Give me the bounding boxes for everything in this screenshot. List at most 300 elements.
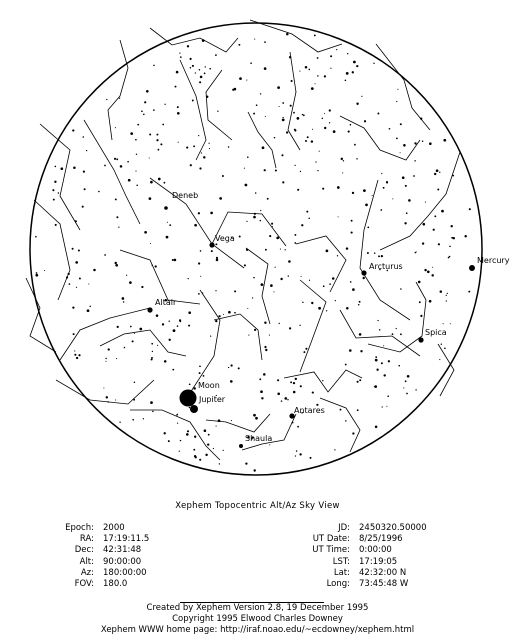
- background-star: [205, 66, 206, 67]
- background-star: [396, 328, 397, 329]
- background-star: [281, 154, 283, 156]
- background-star: [424, 269, 426, 271]
- background-star: [264, 67, 267, 70]
- background-star: [350, 281, 352, 283]
- background-star: [434, 173, 436, 175]
- altair-label: Altair: [155, 298, 177, 307]
- background-star: [162, 323, 164, 325]
- background-star: [73, 333, 75, 335]
- background-star: [195, 72, 196, 73]
- background-star: [348, 131, 350, 133]
- background-star: [52, 189, 54, 191]
- background-star: [54, 166, 56, 168]
- background-star: [305, 140, 307, 142]
- background-star: [289, 327, 291, 329]
- background-star: [341, 158, 343, 160]
- background-star: [306, 211, 308, 213]
- background-star: [436, 169, 439, 172]
- background-star: [144, 101, 146, 103]
- background-star: [158, 178, 161, 181]
- fov-value: 180.0: [103, 579, 128, 590]
- background-star: [451, 225, 453, 227]
- background-star: [376, 369, 378, 371]
- background-star: [127, 161, 129, 163]
- background-star: [295, 378, 297, 380]
- background-star: [130, 326, 132, 328]
- background-star: [116, 158, 118, 160]
- background-star: [324, 113, 325, 114]
- jd-value: 2450320.50000: [359, 523, 427, 533]
- background-star: [440, 290, 443, 293]
- background-star: [317, 170, 318, 171]
- background-star: [156, 139, 158, 141]
- background-star: [434, 215, 436, 217]
- background-star: [280, 249, 281, 250]
- fov-label: FOV:: [74, 579, 94, 590]
- background-star: [295, 455, 296, 456]
- spica-label: Spica: [425, 328, 447, 337]
- background-star: [199, 81, 201, 83]
- ut-date-value: 8/25/1996: [359, 534, 403, 545]
- background-star: [204, 429, 207, 432]
- background-star: [83, 136, 85, 138]
- background-star: [351, 220, 353, 222]
- background-star: [156, 314, 159, 317]
- background-star: [422, 141, 423, 142]
- background-star: [44, 270, 45, 271]
- background-star: [352, 288, 355, 291]
- altair-marker[interactable]: [147, 307, 152, 312]
- background-star: [172, 369, 174, 371]
- background-star: [322, 188, 324, 190]
- background-star: [202, 292, 203, 293]
- background-star: [189, 407, 190, 408]
- background-star: [188, 325, 190, 327]
- background-star: [143, 114, 145, 116]
- background-star: [269, 335, 270, 336]
- background-star: [261, 397, 263, 399]
- background-star: [293, 382, 295, 384]
- background-star: [58, 192, 60, 194]
- background-star: [108, 348, 110, 350]
- background-star: [406, 393, 408, 395]
- background-star: [256, 104, 258, 106]
- background-star: [297, 189, 299, 191]
- background-star: [238, 367, 240, 369]
- background-star: [363, 277, 365, 279]
- background-star: [207, 443, 209, 445]
- background-star: [73, 167, 76, 170]
- background-star: [178, 142, 179, 143]
- background-star: [188, 311, 191, 314]
- background-star: [386, 182, 388, 184]
- background-star: [105, 358, 106, 359]
- background-star: [167, 222, 168, 223]
- background-star: [55, 224, 57, 226]
- jupiter-marker[interactable]: [190, 405, 198, 413]
- background-star: [343, 160, 344, 161]
- background-star: [104, 165, 106, 167]
- background-star: [198, 293, 200, 295]
- background-star: [132, 340, 134, 342]
- background-star: [193, 145, 195, 147]
- deneb-marker[interactable]: [164, 206, 168, 210]
- background-star: [386, 406, 387, 407]
- background-star: [449, 246, 451, 248]
- ut-time-label: UT Time:: [312, 545, 350, 556]
- background-star: [260, 390, 263, 393]
- background-star: [275, 267, 276, 268]
- background-star: [157, 345, 158, 346]
- background-star: [244, 168, 245, 169]
- info-row-lat: [300, 568, 427, 579]
- alt-label: Alt:: [79, 556, 94, 567]
- background-star: [234, 312, 236, 314]
- background-star: [209, 148, 210, 149]
- info-row-fov: [44, 579, 149, 590]
- background-star: [311, 302, 313, 304]
- background-star: [76, 287, 77, 288]
- deneb-label: Deneb: [172, 191, 199, 200]
- background-star: [169, 339, 171, 341]
- background-star: [190, 58, 192, 60]
- background-star: [128, 179, 131, 182]
- background-star: [299, 453, 301, 455]
- background-star: [152, 411, 154, 413]
- background-star: [294, 234, 296, 236]
- background-star: [367, 252, 369, 254]
- background-star: [35, 274, 38, 277]
- background-star: [453, 237, 455, 239]
- background-star: [254, 39, 255, 40]
- background-star: [322, 380, 323, 381]
- background-star: [246, 221, 247, 222]
- background-star: [301, 276, 302, 277]
- background-star: [312, 129, 313, 130]
- background-star: [335, 300, 336, 301]
- shaula-label: Shaula: [245, 434, 273, 443]
- az-value: 180:00:00: [103, 567, 147, 578]
- background-star: [352, 71, 354, 73]
- background-star: [204, 73, 206, 75]
- background-star: [188, 278, 189, 279]
- background-star: [264, 321, 266, 323]
- background-star: [228, 146, 230, 148]
- background-star: [279, 323, 280, 324]
- background-star: [322, 118, 323, 119]
- background-star: [418, 281, 421, 284]
- background-star: [186, 433, 189, 436]
- background-star: [356, 102, 358, 104]
- background-star: [292, 422, 294, 424]
- background-star: [179, 450, 180, 451]
- background-star: [277, 393, 280, 396]
- background-star: [206, 96, 208, 98]
- background-star: [139, 328, 142, 331]
- background-star: [267, 198, 269, 200]
- background-star: [177, 414, 178, 415]
- background-star: [114, 262, 116, 264]
- background-star: [218, 315, 220, 317]
- background-star: [36, 272, 38, 274]
- background-star: [282, 102, 284, 104]
- background-star: [297, 117, 300, 120]
- alt-value: 90:00:00: [103, 556, 142, 567]
- background-star: [400, 123, 402, 125]
- background-star: [447, 293, 448, 294]
- background-star: [427, 270, 430, 273]
- background-star: [422, 242, 424, 244]
- background-star: [375, 426, 378, 429]
- epoch-label: Epoch:: [65, 523, 94, 533]
- background-star: [151, 357, 153, 359]
- jupiter-label: Jupiter: [199, 395, 226, 404]
- background-star: [114, 158, 116, 160]
- background-star: [35, 236, 37, 238]
- moon-marker[interactable]: [180, 390, 197, 407]
- background-star: [274, 137, 276, 139]
- background-star: [198, 135, 199, 136]
- background-star: [287, 399, 288, 400]
- background-star: [290, 105, 292, 107]
- background-star: [270, 284, 273, 287]
- background-star: [392, 198, 393, 199]
- background-star: [119, 98, 120, 99]
- shaula-marker[interactable]: [239, 444, 243, 448]
- background-star: [199, 372, 201, 374]
- background-star: [387, 395, 389, 397]
- background-star: [245, 184, 248, 187]
- background-star: [425, 202, 426, 203]
- background-star: [260, 210, 261, 211]
- background-star: [330, 68, 331, 69]
- background-star: [134, 381, 136, 383]
- background-star: [405, 185, 407, 187]
- background-star: [363, 189, 366, 192]
- background-star: [93, 269, 96, 272]
- background-star: [420, 118, 422, 120]
- background-star: [136, 185, 138, 187]
- background-star: [380, 209, 382, 211]
- background-star: [354, 144, 356, 146]
- vega-marker[interactable]: [209, 242, 214, 247]
- background-star: [333, 130, 336, 133]
- background-star: [198, 262, 200, 264]
- background-star: [314, 83, 315, 84]
- ra-value: 17:19:11.5: [103, 534, 150, 545]
- background-star: [169, 321, 170, 322]
- background-star: [397, 89, 398, 90]
- background-star: [78, 249, 80, 251]
- background-star: [203, 156, 205, 158]
- background-star: [66, 276, 68, 278]
- credits: [0, 603, 515, 636]
- background-star: [53, 199, 55, 201]
- background-star: [345, 420, 347, 422]
- background-star: [115, 198, 117, 200]
- background-star: [129, 281, 132, 284]
- background-star: [373, 63, 374, 64]
- background-star: [217, 111, 218, 112]
- background-star: [329, 122, 330, 123]
- background-star: [72, 306, 74, 308]
- background-star: [446, 300, 447, 301]
- background-star: [192, 65, 194, 67]
- background-star: [116, 358, 117, 359]
- background-star: [78, 354, 80, 356]
- background-star: [202, 39, 205, 42]
- background-star: [230, 380, 233, 383]
- background-star: [346, 247, 348, 249]
- background-star: [106, 396, 108, 398]
- background-star: [396, 101, 397, 102]
- background-star: [374, 252, 376, 254]
- background-star: [141, 110, 143, 112]
- background-star: [230, 364, 232, 366]
- background-star: [324, 127, 326, 129]
- background-star: [334, 449, 335, 450]
- background-star: [326, 250, 329, 253]
- background-star: [86, 150, 87, 151]
- long-label: Long:: [326, 579, 350, 590]
- background-star: [288, 275, 289, 276]
- background-star: [68, 273, 70, 275]
- background-star: [141, 286, 143, 288]
- background-star: [210, 335, 211, 336]
- background-star: [132, 419, 134, 421]
- background-star: [255, 417, 258, 420]
- background-star: [248, 335, 249, 336]
- background-star: [318, 307, 321, 310]
- background-star: [280, 278, 282, 280]
- background-star: [469, 208, 471, 210]
- background-star: [79, 278, 81, 280]
- background-star: [338, 216, 339, 217]
- background-star: [264, 346, 266, 348]
- background-star: [193, 387, 195, 389]
- background-star: [254, 469, 256, 471]
- background-star: [284, 397, 287, 400]
- background-star: [291, 80, 293, 82]
- background-star: [82, 206, 84, 208]
- background-star: [308, 69, 310, 71]
- background-star: [288, 260, 291, 263]
- background-star: [98, 191, 100, 193]
- lat-value: 42:32:00 N: [359, 567, 407, 578]
- background-star: [186, 147, 188, 149]
- background-star: [381, 362, 383, 364]
- background-star: [253, 414, 256, 417]
- background-star: [244, 264, 246, 266]
- arcturus-marker[interactable]: [361, 270, 366, 275]
- background-star: [156, 134, 158, 136]
- background-star: [353, 61, 356, 64]
- background-star: [189, 383, 191, 385]
- background-star: [151, 264, 152, 265]
- background-star: [228, 367, 229, 368]
- background-star: [136, 154, 137, 155]
- background-star: [54, 181, 56, 183]
- background-star: [433, 229, 435, 231]
- background-star: [116, 216, 118, 218]
- background-star: [265, 249, 267, 251]
- background-star: [375, 359, 378, 362]
- background-star: [164, 104, 165, 105]
- background-star: [234, 290, 236, 292]
- background-star: [415, 252, 416, 253]
- background-star: [345, 80, 347, 82]
- chart-title: Xephem Topocentric Alt/Az Sky View: [175, 501, 340, 511]
- background-star: [238, 44, 240, 46]
- background-stars: [35, 33, 471, 472]
- background-star: [389, 128, 391, 130]
- info-row-epoch: [44, 523, 149, 534]
- background-star: [144, 231, 147, 234]
- background-star: [402, 176, 405, 179]
- background-star: [329, 109, 331, 111]
- background-star: [208, 434, 210, 436]
- background-star: [356, 65, 358, 67]
- background-star: [336, 49, 337, 50]
- mercury-marker[interactable]: [469, 265, 475, 271]
- background-star: [253, 216, 256, 219]
- background-star: [215, 54, 217, 56]
- background-star: [160, 143, 162, 145]
- background-star: [400, 288, 402, 290]
- background-star: [253, 113, 255, 115]
- background-star: [406, 212, 408, 214]
- background-star: [166, 236, 169, 239]
- background-star: [423, 223, 426, 226]
- background-star: [367, 227, 369, 229]
- background-star: [319, 151, 320, 152]
- background-star: [300, 385, 302, 387]
- background-star: [107, 401, 108, 402]
- observation-info-right: [300, 523, 427, 590]
- background-star: [317, 57, 319, 59]
- background-star: [441, 210, 444, 213]
- info-row-ut-date: [300, 534, 427, 545]
- background-star: [194, 455, 196, 457]
- info-row-az: [44, 568, 149, 579]
- info-row-dec: [44, 545, 149, 556]
- background-star: [345, 364, 347, 366]
- background-star: [177, 325, 179, 327]
- background-star: [173, 329, 176, 332]
- background-star: [282, 181, 284, 183]
- info-row-jd: [300, 523, 427, 534]
- background-star: [324, 75, 326, 77]
- background-star: [271, 223, 273, 225]
- background-star: [323, 285, 325, 287]
- background-star: [134, 333, 135, 334]
- background-star: [282, 117, 283, 118]
- background-star: [303, 351, 305, 353]
- background-star: [106, 99, 107, 100]
- background-star: [179, 53, 180, 54]
- background-star: [203, 375, 205, 377]
- background-star: [263, 373, 266, 376]
- background-star: [250, 62, 252, 64]
- background-star: [194, 436, 196, 438]
- background-star: [190, 67, 192, 69]
- background-star: [89, 306, 90, 307]
- info-row-alt: [44, 557, 149, 568]
- background-star: [199, 167, 201, 169]
- background-star: [358, 304, 359, 305]
- background-star: [303, 114, 305, 116]
- spica-marker[interactable]: [418, 337, 423, 342]
